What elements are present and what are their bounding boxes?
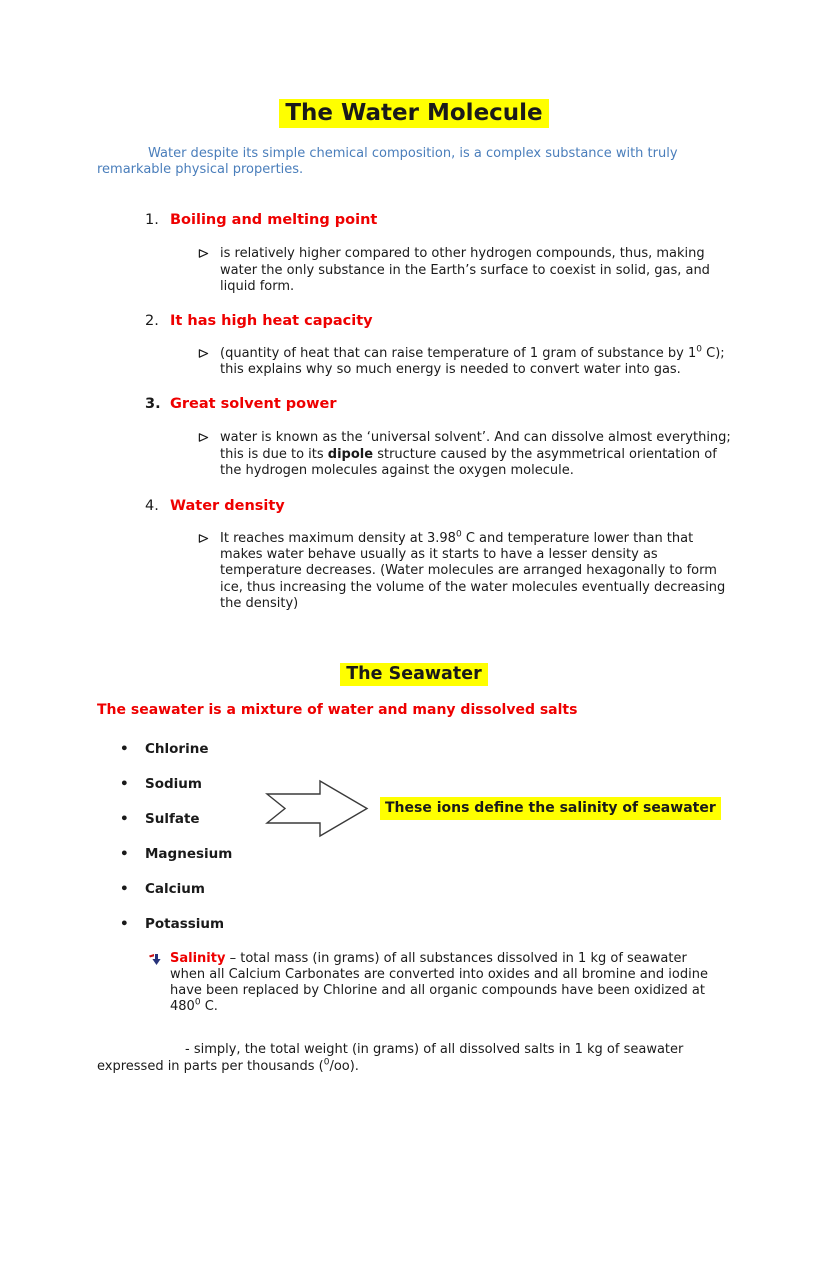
salinity-definition-text — [170, 951, 718, 1016]
list-item-4-heading-row — [145, 497, 730, 516]
section-title-seawater — [0, 662, 828, 686]
bullet-dot: • — [120, 740, 129, 757]
item-heading: Water density — [170, 498, 285, 515]
sub-bullet-text — [220, 246, 735, 295]
note-text-segment: - simply, the total weight (in grams) of all dissolved salts in 1 kg of seawater expressed in parts per thousands ( — [97, 1042, 684, 1074]
ion-list — [120, 741, 730, 933]
list-item-2-sub-bullet — [198, 346, 828, 378]
sub-bullet-text — [220, 531, 735, 612]
list-item-3-heading-row — [145, 395, 730, 414]
sub-bullet-text — [220, 346, 735, 378]
arrowhead-bullet-icon — [198, 246, 220, 295]
block-arrow-icon — [263, 779, 371, 843]
list-item-4-sub-bullet — [198, 531, 828, 612]
list-item-3-sub-bullet — [198, 430, 828, 479]
document-title — [0, 99, 828, 127]
seawater-title-highlight: The Seawater — [340, 663, 487, 686]
item-number: 3. — [145, 396, 161, 413]
item-heading: Great solvent power — [170, 396, 337, 413]
arrowhead-bullet-icon — [198, 346, 220, 378]
intro-paragraph: Water despite its simple chemical composition, is a complex substance with truly remarkable physical properties. — [97, 146, 678, 178]
list-item-1-sub-bullet — [198, 246, 828, 295]
salinity-text-segment: C. — [200, 999, 218, 1015]
ion-label: Potassium — [145, 915, 225, 932]
list-item — [120, 881, 730, 898]
bullet-dot: • — [120, 880, 129, 897]
down-arrow-bullet-icon — [148, 951, 170, 1016]
sub-bullet-text-segment: It reaches maximum density at 3.98 — [220, 531, 456, 547]
superscript-zero: 0 — [696, 344, 702, 355]
ion-label: Calcium — [145, 880, 205, 897]
salinity-text-segment: – total mass (in grams) of all substances dissolved in 1 kg of seawater when all Calcium Carbonates are converted into oxides and all bromine and iodine have been replaced by Chlorine and all organic compounds have been oxidized at 480 — [170, 950, 708, 1015]
sub-bullet-text-segment: (quantity of heat that can raise temperature of 1 gram of substance by 1 — [220, 346, 697, 362]
salinity-term: Salinity — [170, 950, 226, 966]
salinity-definition-bullet — [148, 951, 730, 1016]
list-item — [120, 916, 730, 933]
bold-word: dipole — [327, 446, 374, 462]
bullet-dot: • — [120, 775, 129, 792]
seawater-lead: The seawater is a mixture of water and many dissolved salts — [97, 701, 578, 718]
ion-label: Sodium — [145, 775, 202, 792]
bullet-dot: • — [120, 915, 129, 932]
list-item-1-heading-row — [145, 211, 730, 230]
superscript-zero: 0 — [194, 997, 201, 1008]
sub-bullet-text-segment: structure caused by the asymmetrical orientation of the hydrogen molecules against the oxygen molecule. — [220, 446, 717, 478]
arrowhead-bullet-icon — [198, 531, 220, 612]
note-text-segment: /oo). — [329, 1058, 359, 1074]
sub-bullet-text-segment: C and temperature lower than that makes water behave usually as it starts to have a lesser density as temperature decreases. (Water molecules are arranged hexagonally to form ice, thus increasing the volume of the water molecules eventually decreasing the density) — [220, 531, 726, 611]
sub-bullet-text-segment: is relatively higher compared to other hydrogen compounds, thus, making water the only substance in the Earth’s surface to coexist in solid, gas, and liquid form. — [220, 246, 710, 294]
superscript-zero: 0 — [323, 1057, 330, 1068]
sub-bullet-text — [220, 430, 735, 479]
title-highlight: The Water Molecule — [279, 99, 548, 128]
sub-bullet-text-segment: water is known as the ‘universal solvent’. And can dissolve almost everything; this is due to its — [220, 430, 731, 462]
ion-label: Sulfate — [145, 810, 200, 827]
list-item — [120, 846, 730, 863]
arrowhead-bullet-icon — [198, 430, 220, 479]
bullet-dot: • — [120, 845, 129, 862]
list-item — [120, 776, 730, 793]
sub-bullet-text-segment: C); this explains why so much energy is needed to convert water into gas. — [220, 346, 725, 378]
ion-label: Chlorine — [145, 740, 209, 757]
item-heading: It has high heat capacity — [170, 313, 373, 330]
item-number: 4. — [145, 498, 159, 515]
ion-label: Magnesium — [145, 845, 233, 862]
item-number: 1. — [145, 212, 159, 229]
list-item-2-heading-row — [145, 312, 730, 331]
item-heading: Boiling and melting point — [170, 212, 378, 229]
superscript-zero: 0 — [455, 529, 462, 540]
salinity-callout: These ions define the salinity of seawater — [380, 797, 721, 820]
bullet-dot: • — [120, 810, 129, 827]
item-number: 2. — [145, 313, 159, 330]
salinity-note-paragraph — [97, 1042, 730, 1074]
list-item — [120, 741, 730, 758]
